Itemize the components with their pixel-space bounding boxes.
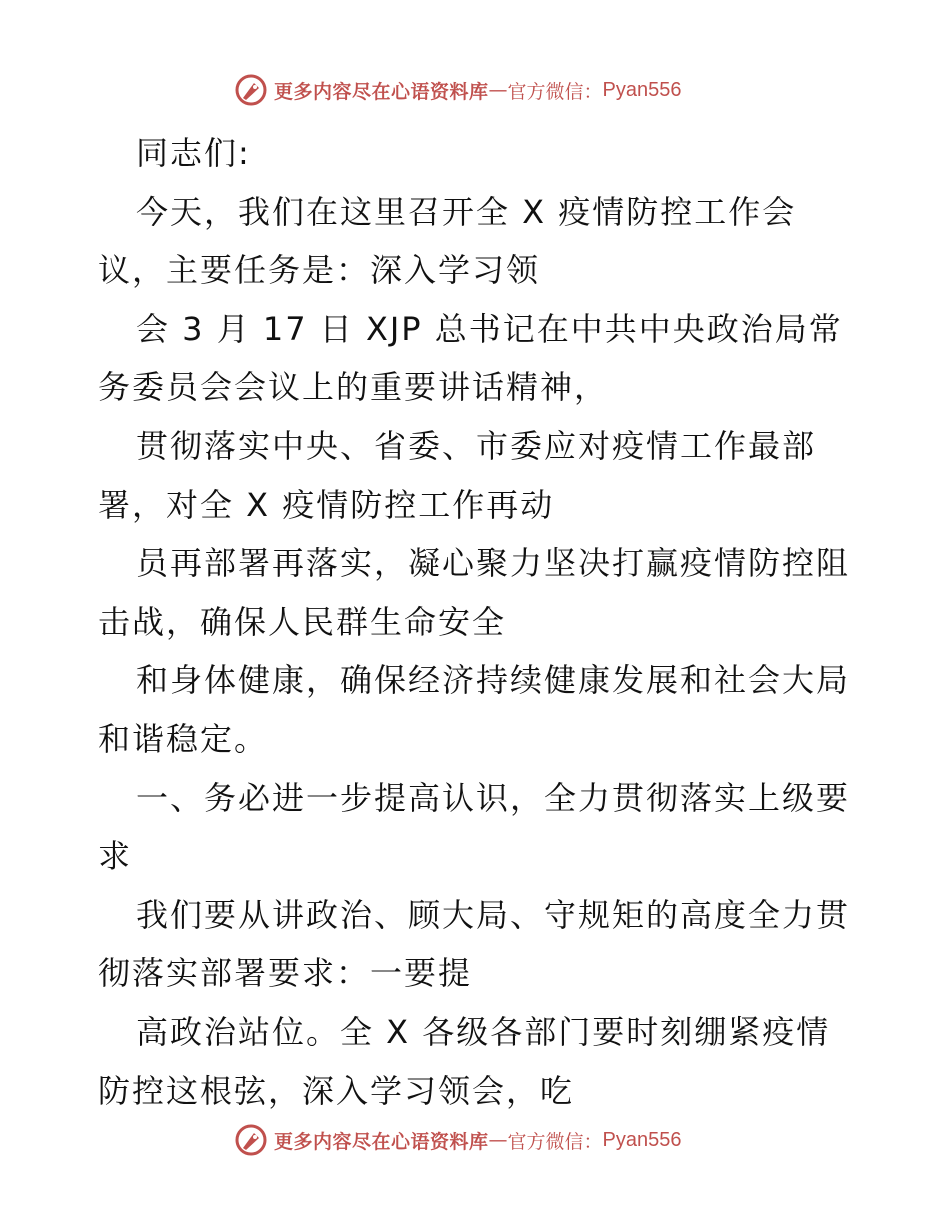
document-line: 同志们: xyxy=(136,134,251,172)
watermark-handle-text: Pyan556 xyxy=(602,1128,682,1151)
watermark-banner-top xyxy=(234,72,682,108)
document-line: 贯彻落实中央、省委、市委应对疫情工作最部 xyxy=(136,426,817,465)
document-line: 议，主要任务是：深入学习领 xyxy=(98,251,541,290)
watermark-site-text: 更多内容尽在心语资料库 xyxy=(274,80,489,103)
document-line: 彻落实部署要求：一要提 xyxy=(98,954,473,993)
document-line: 我们要从讲政治、顾大局、守规矩的高度全力贯 xyxy=(136,895,851,934)
document-line: 署，对全 X 疫情防控工作再动 xyxy=(98,485,555,524)
document-line: 求 xyxy=(98,837,133,876)
document-line: 防控这根弦，深入学习领会，吃 xyxy=(98,1071,575,1110)
pen-nib-logo-icon xyxy=(234,1123,268,1157)
document-line: 今天，我们在这里召开全 X 疫情防控工作会 xyxy=(136,192,797,231)
watermark-banner-bottom xyxy=(234,1122,682,1158)
document-line: 务委员会会议上的重要讲话精神， xyxy=(98,368,609,407)
watermark-separator: — xyxy=(488,1129,508,1151)
watermark-label-text: 官方微信： xyxy=(507,1130,603,1153)
watermark-handle-text: Pyan556 xyxy=(602,78,682,101)
watermark-label-text: 官方微信： xyxy=(507,80,603,103)
document-line: 会 3 月 17 日 XJP 总书记在中共中央政治局常 xyxy=(136,309,843,348)
watermark-separator: — xyxy=(488,79,508,101)
document-line: 员再部署再落实，凝心聚力坚决打赢疫情防控阻 xyxy=(136,544,851,583)
document-line: 和身体健康，确保经济持续健康发展和社会大局 xyxy=(136,661,851,700)
pen-nib-logo-icon xyxy=(234,73,268,107)
watermark-site-text: 更多内容尽在心语资料库 xyxy=(274,1130,489,1153)
document-line: 一、务必进一步提高认识，全力贯彻落实上级要 xyxy=(136,778,851,817)
document-line: 和谐稳定。 xyxy=(98,719,269,758)
document-line: 击战，确保人民群生命安全 xyxy=(98,602,507,641)
document-line: 高政治站位。全 X 各级各部门要时刻绷紧疫情 xyxy=(136,1012,831,1051)
document-body xyxy=(98,124,858,1120)
